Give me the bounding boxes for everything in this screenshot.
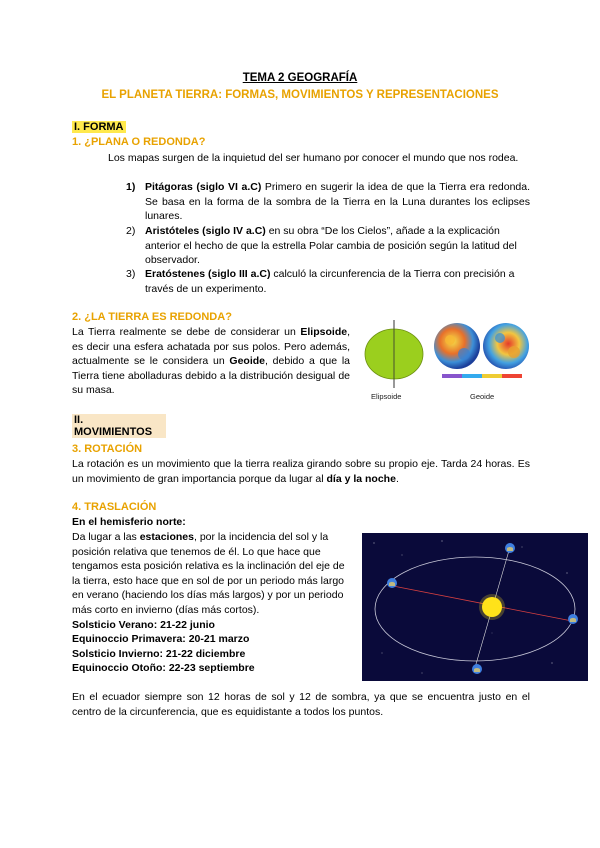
traslacion-paragraph bbox=[72, 530, 350, 617]
term-elipsoide: Elipsoide bbox=[300, 326, 348, 338]
section-forma-heading: I. FORMA bbox=[74, 121, 124, 133]
rotacion-paragraph bbox=[72, 457, 530, 486]
list-item bbox=[145, 224, 530, 268]
date-equinoccio-primavera: Equinoccio Primavera: 20-21 marzo bbox=[72, 633, 250, 645]
document-title: TEMA 2 GEOGRAFÍA bbox=[242, 72, 358, 84]
orbit-diagram bbox=[362, 533, 588, 681]
geoid-caption: Geoide bbox=[470, 392, 495, 401]
redonda-text-2: , es decir una esfera achatada por sus polos. Pero además, actualmente se le considera un bbox=[72, 326, 350, 367]
list-item-text: calculó la circunferencia de la Tierra con precisión a través de un experimento. bbox=[145, 268, 515, 295]
list-item-number: 1) bbox=[126, 181, 136, 193]
geoid-illustration bbox=[432, 318, 532, 386]
list-item-number: 3) bbox=[126, 268, 136, 280]
document-subtitle: EL PLANETA TIERRA: FORMAS, MOVIMIENTOS Y REPRESENTACIONES bbox=[101, 89, 499, 101]
list-item-text: Primero en sugerir la idea de que la Tierra era redonda. Se basa en la forma de la sombra de la Tierra en la Luna durantes los eclipses lunares. bbox=[145, 181, 531, 222]
term-dia-noche: día y la noche bbox=[326, 472, 396, 485]
subsection-rotacion-heading: 3. ROTACIÓN bbox=[72, 443, 143, 455]
rotacion-text-2: . bbox=[395, 472, 399, 485]
section-movimientos-heading: II. MOVIMIENTOS bbox=[72, 414, 166, 438]
list-item bbox=[145, 180, 530, 224]
list-item-number: 2) bbox=[126, 225, 136, 237]
subsection-redonda-heading: 2. ¿LA TIERRA ES REDONDA? bbox=[72, 311, 232, 323]
ecuador-paragraph: En el ecuador siempre son 12 horas de sol y 12 de sombra, ya que se encuentra justo en el centro de la circunferencia, que es equidistante a todos los puntos. bbox=[72, 691, 530, 718]
redonda-text-3: , debido a que la Tierra tiene abolladuras debido a la distribución desigual de su masa. bbox=[72, 355, 350, 396]
list-item-bold: Pitágoras (siglo VI a.C) bbox=[145, 181, 262, 193]
list-item-bold: Aristóteles (siglo IV a.C) bbox=[145, 225, 266, 237]
term-estaciones: estaciones bbox=[139, 531, 194, 543]
orbit-background bbox=[362, 533, 588, 681]
term-geoide: Geoide bbox=[229, 355, 266, 367]
list-item-text: en su obra “De los Cielos”, añade a la explicación anterior el hecho de que la estrella Polar cambia de posición según la latitud del observador. bbox=[145, 225, 517, 266]
subsection-traslacion-heading: 4. TRASLACIÓN bbox=[72, 501, 157, 513]
date-solsticio-verano: Solsticio Verano: 21-22 junio bbox=[72, 619, 215, 631]
ellipsoid-illustration bbox=[358, 318, 430, 390]
ellipsoid-caption: Elipsoide bbox=[371, 392, 402, 401]
hemisferio-norte-heading: En el hemisferio norte: bbox=[72, 516, 186, 528]
geoid-globe-right bbox=[483, 323, 529, 369]
subsection-plana-heading: 1. ¿PLANA O REDONDA? bbox=[72, 136, 206, 148]
redonda-paragraph bbox=[72, 325, 350, 398]
traslacion-text-2: , por la incidencia del sol y la posición relativa que tenemos de él. Lo que hace que tengamos esta posición relativa es la inclinación del eje de la tierra, esto hace que en sol de por un periodo más largo en verano (haciendo los días más largos) y por un periodo más corto en invierno (días más cortos). bbox=[72, 531, 345, 616]
list-item bbox=[145, 267, 530, 296]
date-solsticio-invierno: Solsticio Invierno: 21-22 diciembre bbox=[72, 648, 246, 660]
rotacion-text-1: La rotación es un movimiento que la tierra realiza girando sobre su propio eje. Tarda 24 horas. Es un movimiento de gran importancia porque da lugar al bbox=[72, 458, 530, 485]
traslacion-text-1: Da lugar a las bbox=[72, 531, 140, 543]
redonda-text-1: La Tierra realmente se debe de considerar un bbox=[72, 326, 301, 338]
list-item-bold: Eratóstenes (siglo III a.C) bbox=[145, 268, 271, 280]
plana-intro: Los mapas surgen de la inquietud del ser humano por conocer el mundo que nos rodea. bbox=[108, 152, 519, 164]
geoid-globe-left bbox=[434, 323, 480, 369]
date-equinoccio-otono: Equinoccio Otoño: 22-23 septiembre bbox=[72, 662, 255, 674]
